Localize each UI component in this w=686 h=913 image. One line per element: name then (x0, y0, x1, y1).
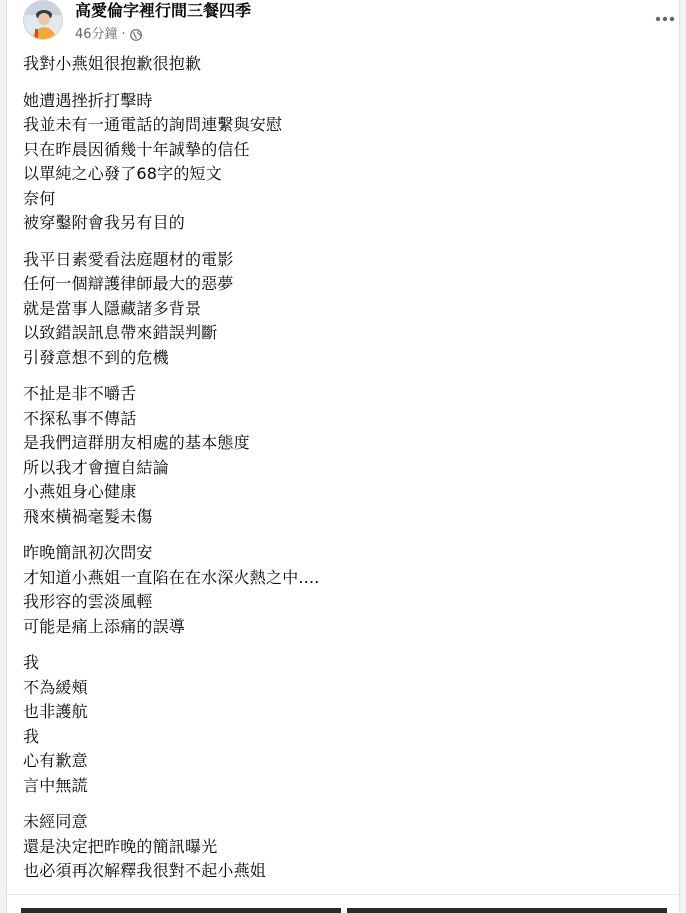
post-paragraph (23, 89, 663, 236)
post-text-line: 我對小燕姐很抱歉很抱歉 (23, 54, 202, 73)
post-text-line: 就是當事人隱藏諸多背景 (23, 298, 202, 318)
post-text-line: 飛來橫禍毫髮未傷 (23, 506, 153, 526)
post-text-line: 小燕姐身心健康 (23, 482, 137, 501)
post-text-line: 不探私事不傳話 (23, 408, 137, 428)
post-paragraph (23, 248, 663, 371)
post-paragraph (23, 651, 663, 798)
post-text-line: 任何一個辯護律師最大的惡夢 (23, 274, 234, 293)
author-name[interactable]: 高愛倫字裡行間三餐四季 (75, 1, 252, 20)
more-horizontal-icon (655, 7, 675, 26)
post-meta (75, 26, 142, 44)
attached-images (21, 908, 667, 913)
post-text-line: 才知道小燕姐一直陷在在水深火熱之中.... (23, 567, 320, 587)
post-text-line: 不扯是非不嚼舌 (23, 384, 137, 403)
post-card (6, 0, 680, 913)
attached-image-2[interactable] (347, 908, 667, 913)
post-text-line: 還是決定把昨晚的簡訊曝光 (23, 836, 218, 856)
post-paragraph (23, 52, 663, 77)
post-timestamp[interactable]: 46分鐘 (75, 27, 118, 42)
post-text-line: 以單純之心發了68字的短文 (23, 164, 222, 183)
author-avatar[interactable] (23, 0, 63, 40)
post-paragraph (23, 810, 663, 884)
post-text-line: 所以我才會擅自結論 (23, 457, 169, 477)
post-text-line: 心有歉意 (23, 751, 88, 770)
post-text-line: 我並未有一通電話的詢問連繫與安慰 (23, 115, 283, 134)
post-header (21, 0, 671, 50)
post-text-line: 奈何 (23, 188, 56, 208)
post-text-line: 也必須再次解釋我很對不起小燕姐 (23, 861, 267, 880)
attached-image-1[interactable] (21, 908, 341, 913)
more-options-button[interactable] (649, 2, 681, 30)
post-text-line: 昨晚簡訊初次問安 (23, 543, 153, 562)
post-text-line: 不為緩頰 (23, 677, 88, 697)
post-body (23, 52, 663, 896)
post-text-line: 我平日素愛看法庭題材的電影 (23, 249, 234, 269)
meta-separator: · (121, 27, 126, 42)
post-text-line: 未經同意 (23, 812, 88, 831)
globe-icon (130, 29, 142, 41)
post-text-line: 言中無謊 (23, 775, 88, 795)
post-paragraph (23, 541, 663, 639)
post-text-line: 以致錯誤訊息帶來錯誤判斷 (23, 323, 218, 342)
post-text-line: 是我們這群朋友相處的基本態度 (23, 433, 250, 452)
post-text-line: 只在昨晨因循幾十年誠摯的信任 (23, 139, 250, 159)
post-text-line: 她遭遇挫折打擊時 (23, 90, 153, 110)
post-text-line: 我形容的雲淡風輕 (23, 592, 153, 611)
post-paragraph (23, 382, 663, 529)
divider (7, 894, 681, 895)
post-text-line: 我 (23, 653, 40, 672)
post-text-line: 可能是痛上添痛的誤導 (23, 616, 186, 636)
post-text-line: 我 (23, 726, 40, 746)
post-text-line: 引發意想不到的危機 (23, 347, 169, 367)
post-text-line: 被穿鑿附會我另有目的 (23, 213, 186, 232)
post-text-line: 也非護航 (23, 702, 88, 721)
